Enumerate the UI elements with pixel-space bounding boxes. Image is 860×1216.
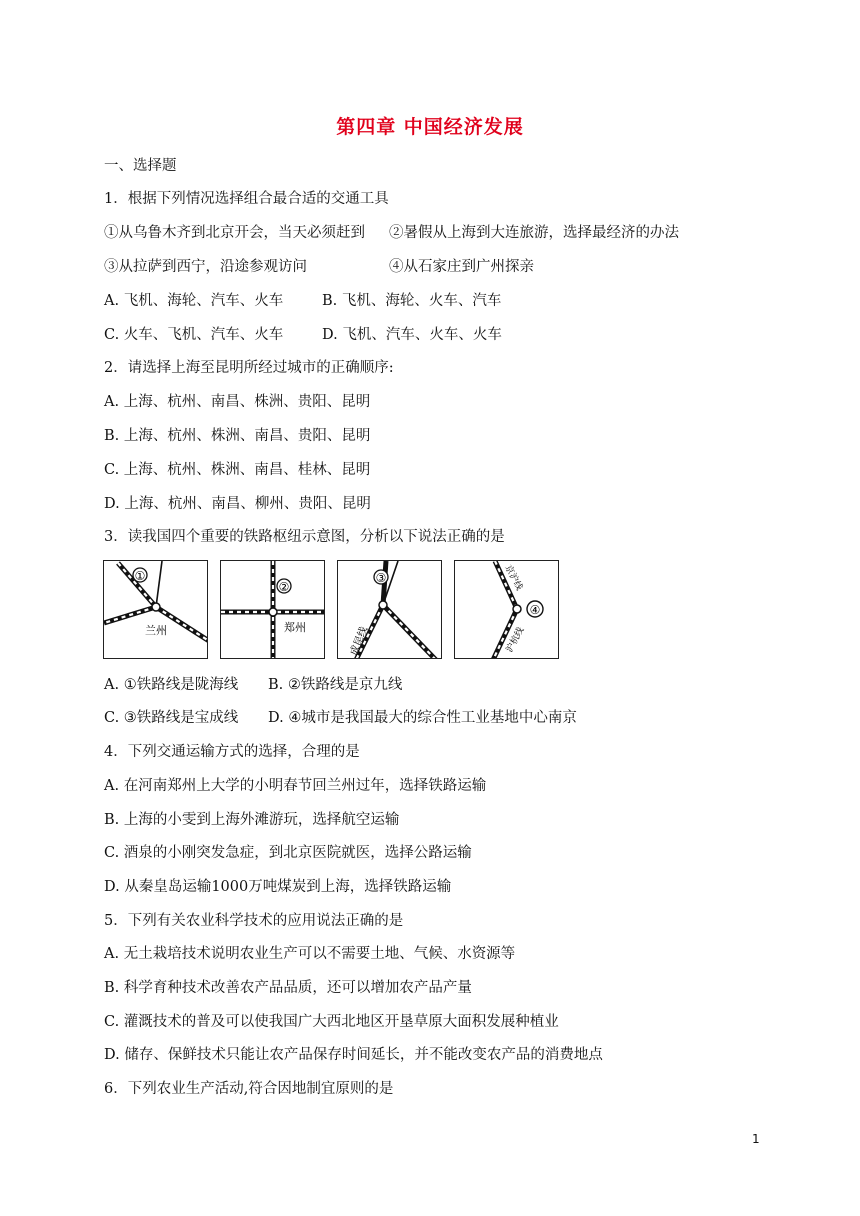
railway-hub-maps	[103, 560, 559, 661]
map4-line-label-2: 沪杭线	[504, 625, 527, 655]
chapter-title: 第四章 中国经济发展	[336, 116, 524, 138]
q4-option-c: C. 酒泉的小刚突发急症，到北京医院就医，选择公路运输	[104, 845, 472, 861]
q1-option-d: D. 飞机、汽车、火车、火车	[322, 327, 502, 343]
q2-option-b: B. 上海、杭州、株洲、南昌、贵阳、昆明	[104, 428, 371, 444]
q1-situation-1: ①从乌鲁木齐到北京开会，当天必须赶到	[104, 225, 365, 241]
q1-stem: 1．根据下列情况选择组合最合适的交通工具	[104, 191, 389, 207]
q1-situations-row1	[104, 223, 365, 243]
q1-situation-2: ②暑假从上海到大连旅游，选择最经济的办法	[389, 225, 679, 241]
map3-number: ③	[375, 571, 387, 585]
q3-stem: 3．读我国四个重要的铁路枢纽示意图，分析以下说法正确的是	[104, 529, 505, 545]
q1-situation-4: ④从石家庄到广州探亲	[389, 259, 534, 275]
map2-city-label: 郑州	[284, 621, 306, 634]
map1-city-label: 兰州	[145, 624, 167, 637]
q5-option-c: C. 灌溉技术的普及可以使我国广大西北地区开垦草原大面积发展种植业	[104, 1014, 559, 1030]
q3-option-d: D. ④城市是我国最大的综合性工业基地中心南京	[268, 710, 577, 726]
map4-line-label-1: 京沪线	[502, 563, 524, 593]
map-nanjing	[454, 560, 559, 659]
q3-option-c: C. ③铁路线是宝成线	[104, 710, 239, 726]
map3-line-label: 成昆线	[348, 625, 371, 658]
q1-option-b: B. 飞机、海轮、火车、汽车	[322, 293, 502, 309]
q4-option-b: B. 上海的小雯到上海外滩游玩，选择航空运输	[104, 812, 400, 828]
q2-stem: 2．请选择上海至昆明所经过城市的正确顺序:	[104, 360, 394, 376]
q1-option-a: A. 飞机、海轮、汽车、火车	[104, 293, 284, 309]
q5-stem: 5．下列有关农业科学技术的应用说法正确的是	[104, 913, 404, 929]
q3-option-b: B. ②铁路线是京九线	[268, 677, 403, 693]
q1-option-c: C. 火车、飞机、汽车、火车	[104, 327, 284, 343]
page-number: 1	[752, 1132, 760, 1146]
map2-number: ②	[278, 580, 290, 594]
q6-stem: 6．下列农业生产活动,符合因地制宜原则的是	[104, 1081, 394, 1097]
q4-stem: 4．下列交通运输方式的选择，合理的是	[104, 744, 360, 760]
q4-option-a: A. 在河南郑州上大学的小明春节回兰州过年，选择铁路运输	[104, 778, 487, 794]
map-chengdu	[337, 560, 442, 659]
q1-situation-3: ③从拉萨到西宁，沿途参观访问	[104, 259, 307, 275]
q2-option-d: D. 上海、杭州、南昌、柳州、贵阳、昆明	[104, 496, 371, 512]
map-lanzhou	[103, 560, 208, 659]
q2-option-c: C. 上海、杭州、株洲、南昌、桂林、昆明	[104, 462, 371, 478]
map1-number: ①	[134, 569, 146, 583]
map-zhengzhou	[220, 560, 325, 659]
q4-option-d: D. 从秦皇岛运输1000万吨煤炭到上海，选择铁路运输	[104, 879, 452, 895]
q5-option-a: A. 无土栽培技术说明农业生产可以不需要土地、气候、水资源等	[104, 946, 516, 962]
q3-option-a: A. ①铁路线是陇海线	[104, 677, 239, 693]
map4-number: ④	[529, 603, 541, 617]
q5-option-d: D. 储存、保鲜技术只能让农产品保存时间延长，并不能改变农产品的消费地点	[104, 1047, 603, 1063]
q5-option-b: B. 科学育种技术改善农产品品质，还可以增加农产品产量	[104, 980, 472, 996]
q2-option-a: A. 上海、杭州、南昌、株洲、贵阳、昆明	[104, 394, 371, 410]
section-heading: 一、选择题	[104, 158, 177, 174]
